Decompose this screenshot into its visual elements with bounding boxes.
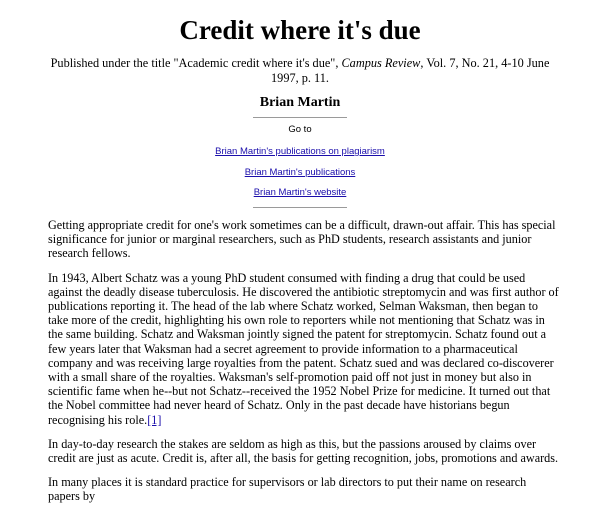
paragraph-3: In day-to-day research the stakes are seldom as high as this, but the passions aroused by claims over credit are just as acute. Credit is, after all, the basis for getting recognition, jobs, promotions and awards. (48, 436, 559, 466)
nav-link-row-3 (0, 187, 600, 199)
paragraph-2 (48, 271, 560, 427)
nav-link-row-1 (0, 146, 600, 158)
nav-link-row-2 (0, 167, 600, 179)
publication-prefix: Published under the title "Academic credit where it's due", (50, 56, 342, 70)
paragraph-4: In many places it is standard practice for supervisors or lab directors to put their name on research papers by (48, 475, 527, 504)
paragraph-2-text: In 1943, Albert Schatz was a young PhD student consumed with finding a drug that could be used against the deadly disease tuberculosis. He discovered the antibiotic streptomycin and was first author of publications reporting it. The head of the lab where Schatz worked, Selman Waksman, then began to take more of the credit, highlighting his own role to reporters while not mentioning that Schatz was in the same building. Schatz and Waksman jointly signed the patent for streptomycin. Schatz found out a few years later that Waksman had a secret agreement to provide information to a pharmaceutical company and was receiving large royalties from the patent. Schatz sued and was declared co-discoverer with a small share of the royalties. Waksman's self-promotion paid off not just in money but also in scientific fame when he--but not Schatz--received the 1952 Nobel Prize for medicine. It turned out that the Nobel committee had never heard of Schatz. Only in the past decade have historians begun recognising his role. (48, 270, 559, 427)
footnote-link[interactable]: [1] (147, 412, 162, 427)
author-name: Brian Martin (259, 95, 341, 110)
publication-details: , Vol. 7, No. 21, 4-10 June 1997, p. 11. (271, 56, 550, 85)
page-title: Credit where it's due (179, 15, 421, 45)
nav-goto-label (0, 124, 600, 136)
paragraph-1: Getting appropriate credit for one's work sometimes can be a difficult, drawn-out affair. This has special significance for junior or marginal researchers, such as PhD students, research assistants and junior research fellows. (48, 218, 556, 261)
divider-top (253, 117, 347, 118)
divider-bottom (253, 207, 347, 208)
link-website[interactable]: Brian Martin's website (253, 187, 347, 198)
article-body (48, 218, 560, 514)
journal-name: Campus Review (341, 56, 421, 70)
link-publications[interactable]: Brian Martin's publications (244, 167, 356, 178)
link-plagiarism-publications[interactable]: Brian Martin's publications on plagiarism (215, 146, 385, 157)
goto-label: Go to (288, 124, 312, 135)
publication-note (40, 56, 560, 86)
